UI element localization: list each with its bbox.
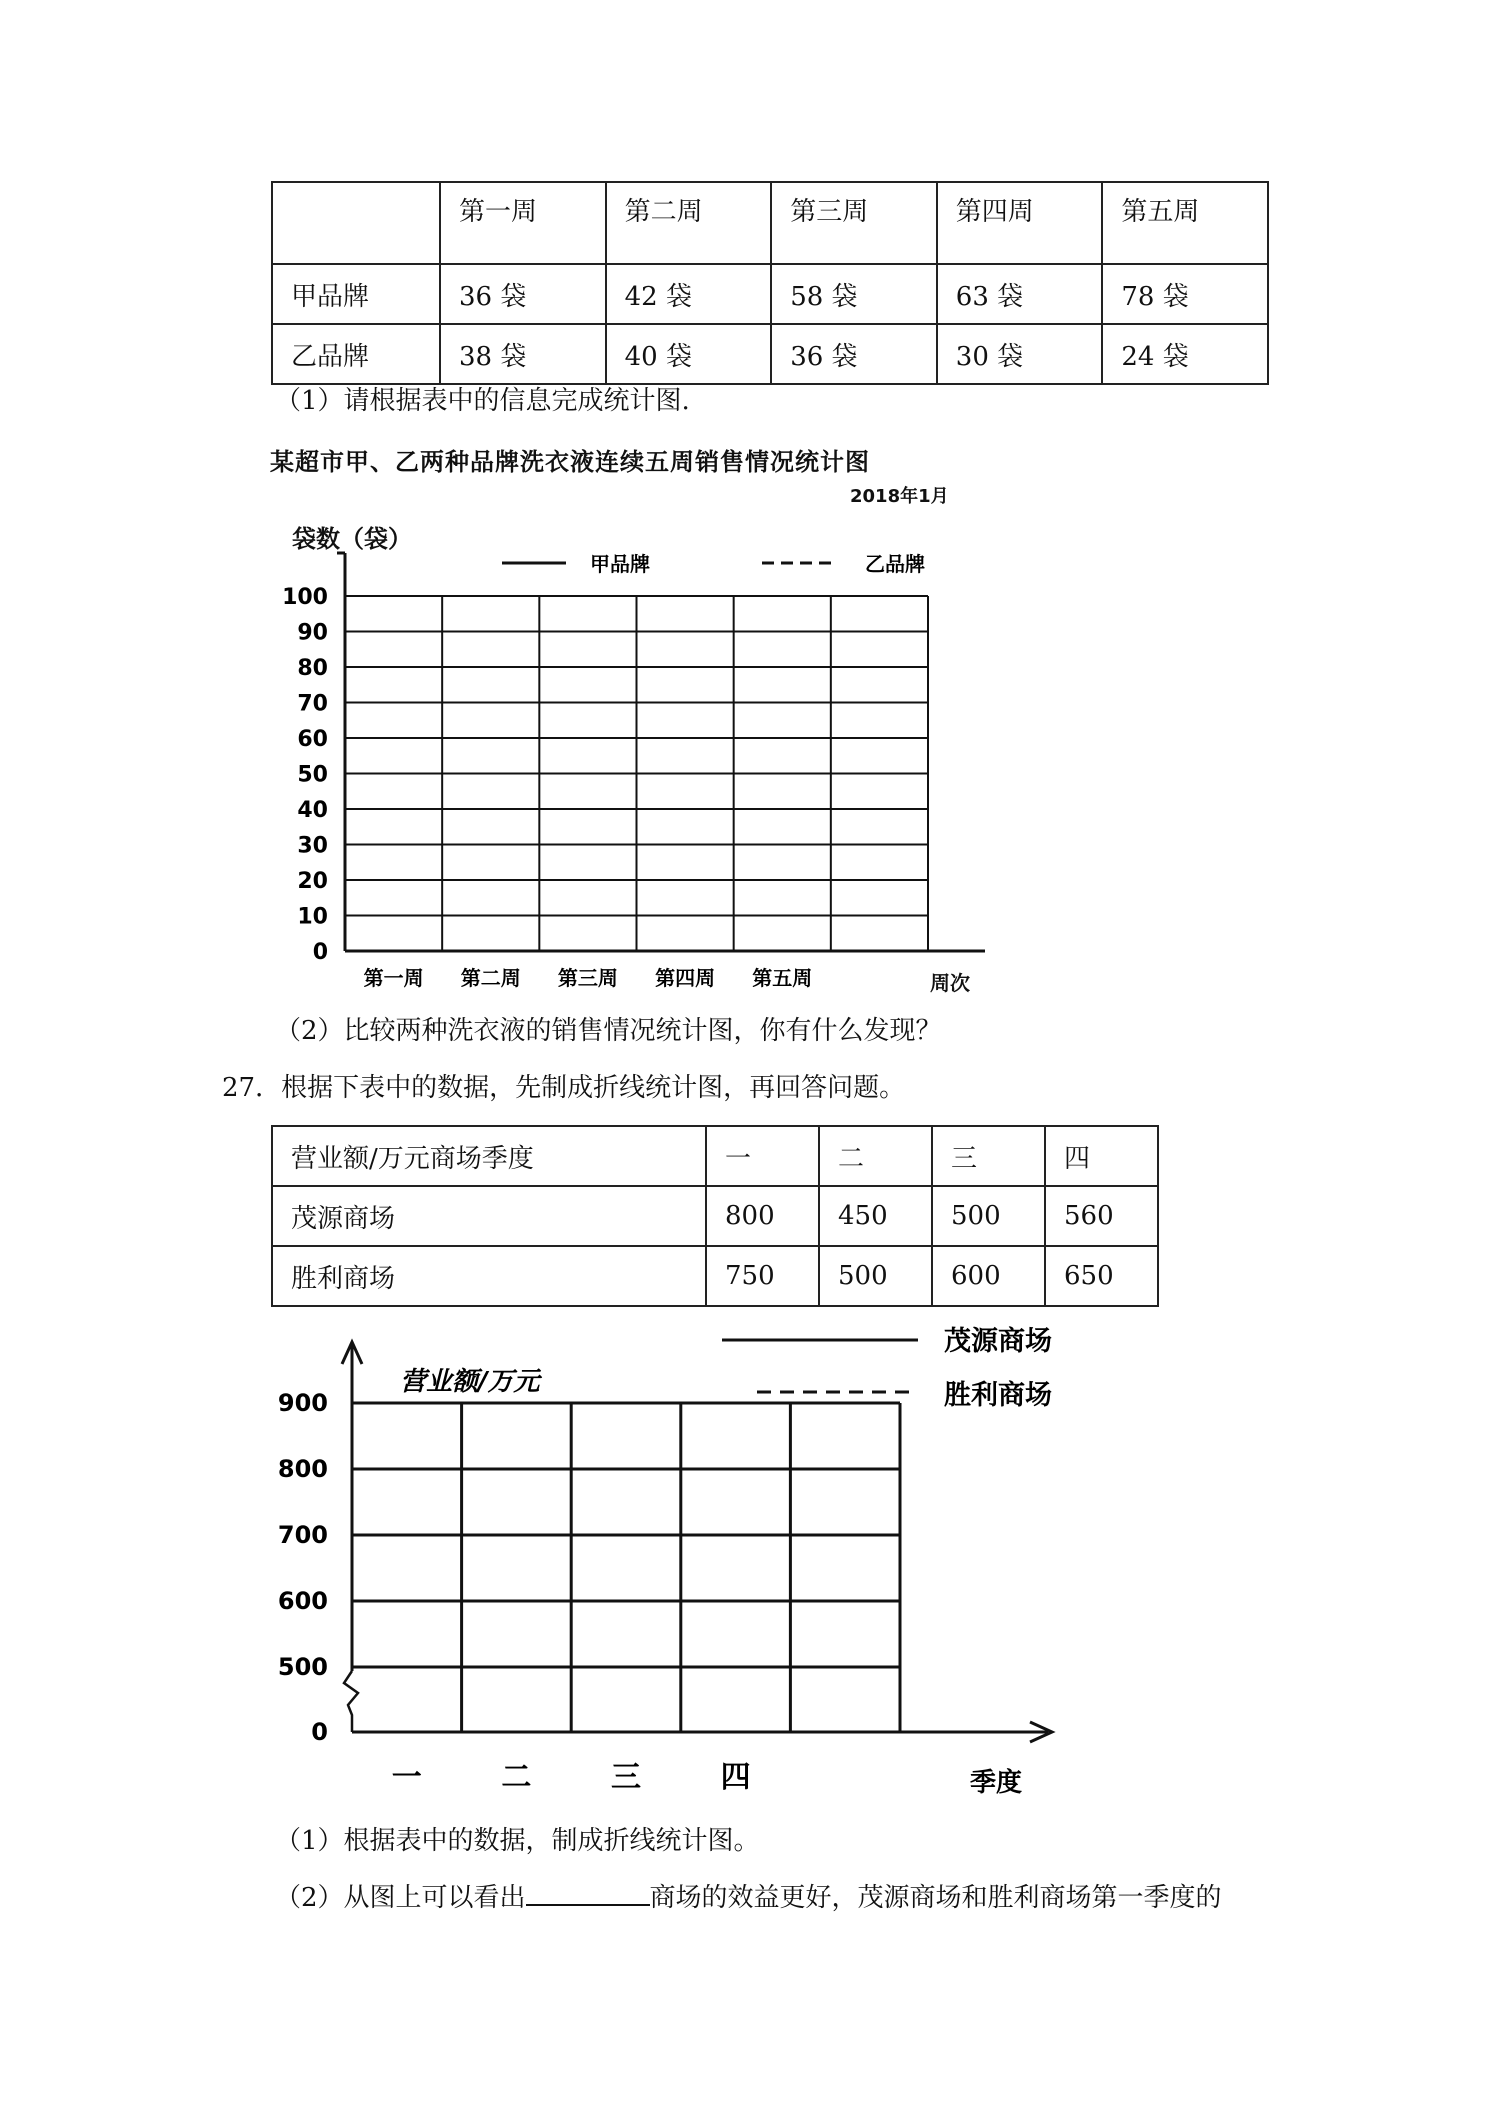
y-tick-label: 60 <box>297 727 328 752</box>
table-cell: 40 袋 <box>606 324 772 384</box>
header-cell-week5: 第五周 <box>1102 182 1268 264</box>
chart2-legend <box>722 1325 1052 1411</box>
chart2-x-ticks <box>392 1760 751 1795</box>
y-tick-label: 40 <box>297 798 328 823</box>
y-tick-label: 50 <box>297 762 328 788</box>
x-tick-label: 第二周 <box>460 966 521 990</box>
legend-label-jia: 甲品牌 <box>590 552 650 576</box>
chart1-title: 某超市甲、乙两种品牌洗衣液连续五周销售情况统计图 <box>270 448 870 476</box>
question-27-1: （1）根据表中的数据，制成折线统计图。 <box>275 1826 760 1856</box>
y-tick-label: 900 <box>277 1389 328 1417</box>
table-cell: 38 袋 <box>440 324 606 384</box>
x-tick-label: 第五周 <box>752 966 813 990</box>
legend-label-maoyuan: 茂源商场 <box>944 1326 1052 1357</box>
header-cell-q4: 四 <box>1045 1126 1158 1186</box>
y-tick-label: 10 <box>297 904 328 930</box>
header-cell-week2: 第二周 <box>606 182 772 264</box>
table-cell: 750 <box>706 1246 819 1306</box>
answer-blank[interactable] <box>526 1880 650 1906</box>
header-cell-q1: 一 <box>706 1126 819 1186</box>
y-tick-label: 600 <box>277 1587 328 1615</box>
x-tick-label: 第一周 <box>363 966 424 990</box>
table-cell: 600 <box>932 1246 1045 1306</box>
question-27-2-suffix: 商场的效益更好，茂源商场和胜利商场第一季度的 <box>649 1883 1222 1913</box>
question-27-intro: 27．根据下表中的数据，先制成折线统计图，再回答问题。 <box>222 1073 906 1103</box>
axis-break-symbol <box>344 1671 358 1732</box>
chart1-ylabel: 袋数（袋） <box>292 525 412 553</box>
table-cell: 42 袋 <box>606 264 772 324</box>
x-tick-label: 一 <box>391 1760 422 1795</box>
table-cell: 63 袋 <box>937 264 1103 324</box>
question-27-2 <box>275 1880 1222 1915</box>
table-corner-cell: 营业额/万元商场季度 <box>272 1126 706 1186</box>
y-tick-label: 100 <box>282 585 328 610</box>
y-tick-label: 90 <box>297 620 328 646</box>
header-cell-week1: 第一周 <box>440 182 606 264</box>
x-tick-label: 二 <box>501 1760 532 1795</box>
row-label: 胜利商场 <box>272 1246 706 1306</box>
x-tick-label: 四 <box>720 1760 751 1795</box>
chart2-y-ticks <box>278 1389 328 1746</box>
header-cell-week4: 第四周 <box>937 182 1103 264</box>
table-cell: 450 <box>819 1186 932 1246</box>
x-tick-label: 第三周 <box>557 966 618 990</box>
x-tick-label: 三 <box>611 1760 641 1795</box>
header-cell-q3: 三 <box>932 1126 1045 1186</box>
table-cell: 500 <box>932 1186 1045 1246</box>
y-tick-label: 0 <box>312 940 328 965</box>
y-tick-label: 700 <box>277 1521 328 1549</box>
row-label: 茂源商场 <box>272 1186 706 1246</box>
y-tick-label: 800 <box>277 1455 328 1483</box>
header-cell-q2: 二 <box>819 1126 932 1186</box>
table-cell: 36 袋 <box>771 324 937 384</box>
question-26-1: （1）请根据表中的信息完成统计图. <box>275 386 690 416</box>
question-27-2-prefix: （2）从图上可以看出 <box>275 1883 526 1913</box>
table-cell: 800 <box>706 1186 819 1246</box>
legend-label-shengli: 胜利商场 <box>944 1380 1052 1411</box>
row-label: 甲品牌 <box>272 264 440 324</box>
chart2-xlabel: 季度 <box>970 1768 1023 1798</box>
row-label: 乙品牌 <box>272 324 440 384</box>
y-tick-label: 0 <box>311 1718 328 1746</box>
question-26-2: （2）比较两种洗衣液的销售情况统计图，你有什么发现？ <box>275 1016 942 1046</box>
chart1-xlabel: 周次 <box>930 971 970 995</box>
legend-label-yi: 乙品牌 <box>865 552 925 576</box>
y-tick-label: 20 <box>297 869 328 894</box>
table-cell: 78 袋 <box>1102 264 1268 324</box>
chart1-subtitle: 2018年1月 <box>850 486 949 507</box>
y-tick-label: 80 <box>297 656 328 681</box>
y-tick-label: 500 <box>277 1653 328 1681</box>
table-cell: 500 <box>819 1246 932 1306</box>
table-cell: 24 袋 <box>1102 324 1268 384</box>
table-cell: 58 袋 <box>771 264 937 324</box>
table-cell: 36 袋 <box>440 264 606 324</box>
table-cell: 650 <box>1045 1246 1158 1306</box>
x-tick-label: 第四周 <box>655 966 716 990</box>
y-tick-label: 70 <box>297 691 328 717</box>
table-cell: 30 袋 <box>937 324 1103 384</box>
table-cell: 560 <box>1045 1186 1158 1246</box>
y-tick-label: 30 <box>297 833 328 859</box>
header-cell-week3: 第三周 <box>771 182 937 264</box>
chart2-ylabel: 营业额/万元 <box>400 1367 540 1397</box>
